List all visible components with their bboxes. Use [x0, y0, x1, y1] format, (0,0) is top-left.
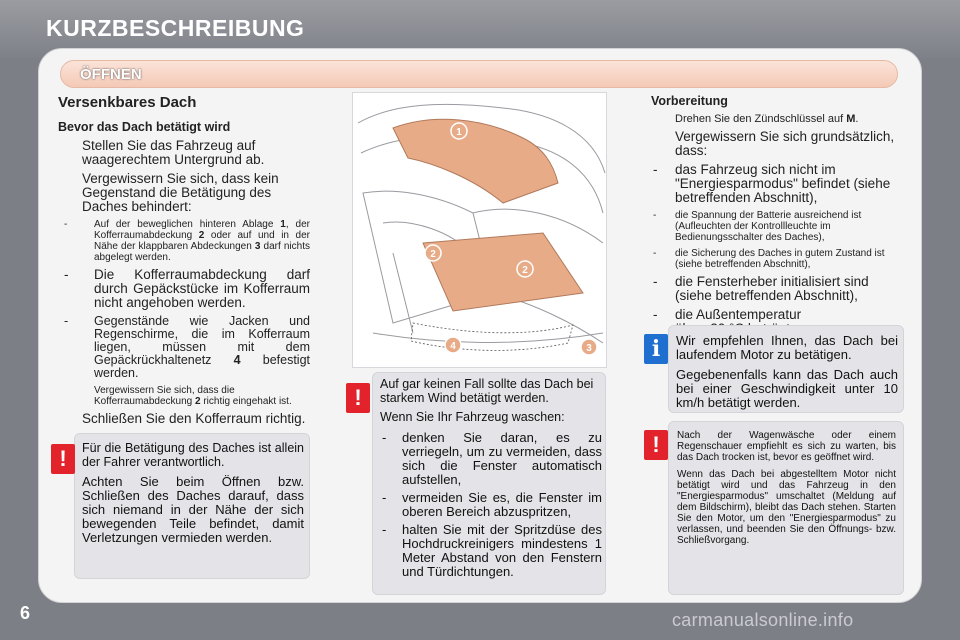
right-list	[651, 108, 901, 336]
page-number: 6	[20, 603, 31, 623]
watermark: carmanualsonline.info	[672, 610, 854, 630]
list-item: - das Fahrzeug sich nicht im "Energiesparmodus" befindet (siehe betreffenden Abschnitt),	[653, 162, 891, 205]
trunk-cover	[423, 233, 583, 311]
list-item: - halten Sie mit der Spritzdüse des Hochdruckreinigers mindestens 1 Meter Abstand von den Fenstern und Türdichtungen.	[382, 521, 602, 579]
list-item: - die Sicherung des Daches in gutem Zustand ist (siehe betreffenden Abschnitt),	[653, 248, 885, 270]
left-heading: Versenkbares Dach	[58, 94, 197, 111]
callout-2b: 2	[522, 265, 528, 276]
left-subheading: Bevor das Dach betätigt wird	[58, 120, 231, 134]
warning-icon: !	[51, 444, 75, 474]
roof-illustration	[352, 92, 607, 368]
engine-info-text: Wir empfehlen Ihnen, das Dach bei laufendem Motor zu betätigen. Gegebenenfalls kann das Dach auch bei einer Geschwindigkeit unter 10 km/h betätigt werden.	[676, 333, 898, 410]
wind-warning-text: Auf gar keinen Fall sollte das Dach bei starkem Wind betätigt werden. Wenn Sie Ihr Fahrzeug waschen: - denken Sie daran, es zu verriegeln, um zu vermeiden, dass sich die Fenster automatisch aufstellen, - vermeiden Sie es, die Fenster im oberen Bereich abzuspritzen, - halten Sie mit der Spritzdüse des Hochdruckreinigers mindestens 1 Meter Abstand von den Fenstern und Türdichtungen.	[380, 377, 602, 579]
luggage-net	[411, 323, 573, 350]
list-item: Drehen Sie den Zündschlüssel auf M.	[675, 113, 859, 125]
page-title: KURZBESCHREIBUNG	[46, 15, 305, 41]
callout-4: 4	[450, 341, 456, 352]
callout-2a: 2	[430, 249, 436, 260]
right-heading: Vorbereitung	[651, 94, 728, 108]
list-item: - die Fensterheber initialisiert sind (siehe betreffenden Abschnitt),	[653, 274, 869, 303]
left-list	[58, 134, 310, 426]
list-item: Stellen Sie das Fahrzeug auf waagerechtem Untergrund ab.	[82, 138, 265, 167]
section-bar	[60, 60, 898, 88]
list-item: Vergewissern Sie sich grundsätzlich, dass:	[675, 129, 895, 158]
list-item: Vergewissern Sie sich, dass die Kofferraumabdeckung 2 richtig eingehakt ist.	[94, 385, 292, 407]
driver-warning-text: Für die Betätigung des Daches ist allein der Fahrer verantwortlich. Achten Sie beim Öffnen bzw. Schließen des Daches darauf, dass sich niemand in der Nähe der sich bewegenden Teile befindet, damit Verletzungen vermieden werden.	[82, 441, 304, 545]
info-icon: i	[644, 334, 668, 364]
callout-3: 3	[586, 343, 592, 354]
list-item: - die Außentemperatur	[653, 307, 802, 322]
wash-warning-text: Nach der Wagenwäsche oder einem Regenschauer empfiehlt es sich zu warten, bis das Dach trocken ist, bevor es geöffnet wird. Wenn das Dach bei abgestelltem Motor nicht betätigt wird und das Fahrzeug in den "Energiesparmodus" umschaltet (Meldung auf dem Bildschirm), bleibt das Dach stehen. Starten Sie den Motor, um den "Energiesparmodus" zu verlassen, und beenden Sie den Öffnungs- bzw. Schließvorgang.	[677, 430, 896, 546]
rear-shelf	[393, 119, 558, 203]
list-item: - denken Sie daran, es zu verriegeln, um zu vermeiden, dass sich die Fenster automatisch aufstellen,	[382, 429, 602, 487]
callout-1: 1	[456, 127, 462, 138]
list-item: - Auf der beweglichen hinteren Ablage 1, der Kofferraumabdeckung 2 oder auf und in der Nähe der klappbaren Abdeckungen 3 darf nichts abgelegt werden.	[64, 219, 310, 263]
list-item: - Gegenstände wie Jacken und Regenschirme, die im Kofferraum liegen, müssen mit dem Gepäckrückhaltenetz 4 befestigt werden.	[64, 314, 310, 380]
warning-icon: !	[644, 430, 668, 460]
warning-icon: !	[346, 383, 370, 413]
list-item: - vermeiden Sie es, die Fenster im oberen Bereich abzuspritzen,	[382, 489, 602, 519]
convertible-trunk-drawing	[353, 93, 608, 369]
list-item: Vergewissern Sie sich, dass kein Gegenstand die Betätigung des Daches behindert:	[82, 171, 279, 214]
section-title: ÖFFNEN	[80, 66, 142, 83]
list-item: - Die Kofferraumabdeckung darf durch Gepäckstücke im Kofferraum nicht angehoben werden.	[64, 267, 310, 310]
list-item: Schließen Sie den Kofferraum richtig.	[82, 411, 306, 426]
list-item: - die Spannung der Batterie ausreichend ist (Aufleuchten der Kontrollleuchte im Bedienungsschalter des Daches),	[653, 210, 862, 243]
